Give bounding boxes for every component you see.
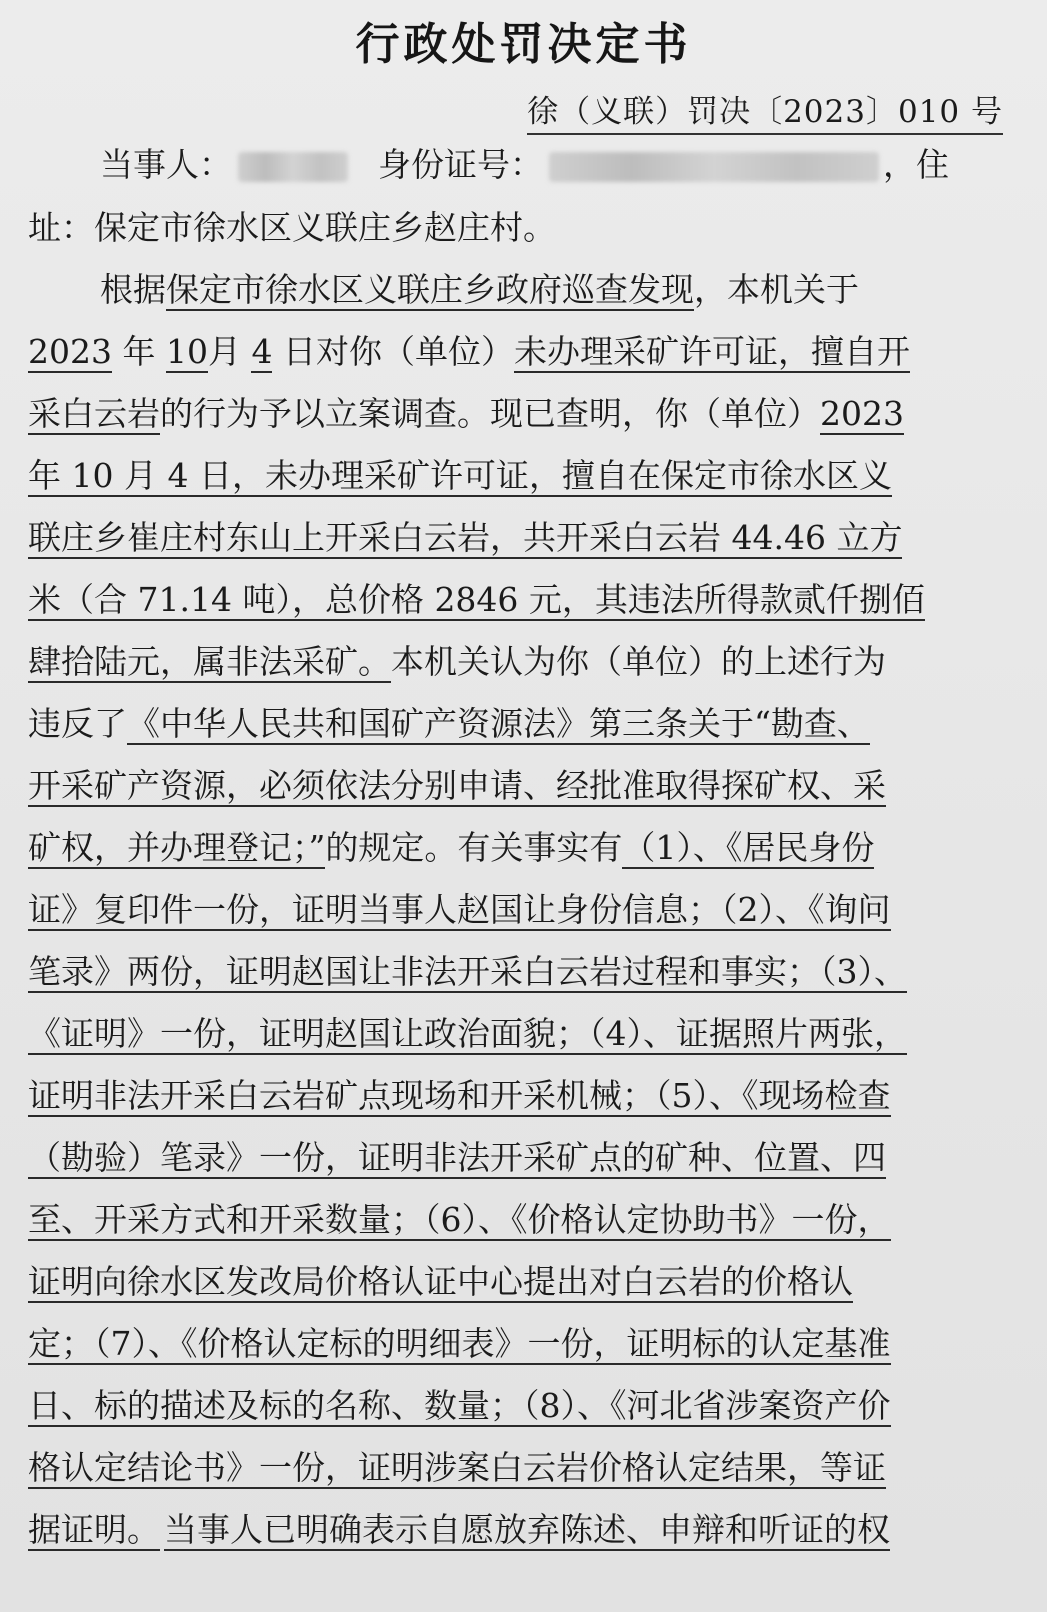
document-title: 行政处罚决定书 <box>355 19 692 70</box>
document-number: 徐（义联）罚决〔2023〕010 号 <box>527 86 1003 135</box>
party-label: 当事人： <box>100 145 232 184</box>
text-line: 根据保定市徐水区义联庄乡政府巡查发现，本机关于 <box>100 270 859 309</box>
text-line: 《证明》一份，证明赵国让政治面貌；（4）、证据照片两张， <box>28 1014 907 1053</box>
text-line: 证明非法开采白云岩矿点现场和开采机械；（5）、《现场检查 <box>28 1076 891 1115</box>
text-line: 至、开采方式和开采数量；（6）、《价格认定协助书》一份， <box>28 1200 891 1239</box>
redacted-name <box>238 152 348 182</box>
text-line: 违反了《中华人民共和国矿产资源法》第三条关于“勘查、 <box>28 704 870 743</box>
text-line: 矿权，并办理登记；”的规定。有关事实有（1）、《居民身份 <box>28 828 875 867</box>
text-line: 址：保定市徐水区义联庄乡赵庄村。 <box>28 208 556 247</box>
text-line: 肆拾陆元，属非法采矿。本机关认为你（单位）的上述行为 <box>28 642 886 681</box>
text-line: 格认定结论书》一份，证明涉案白云岩价格认定结果，等证 <box>28 1448 886 1487</box>
text-line: 据证明。 当事人已明确表示自愿放弃陈述、申辩和听证的权 <box>28 1510 890 1549</box>
text-line: 笔录》两份，证明赵国让非法开采白云岩过程和事实；（3）、 <box>28 952 907 991</box>
text-line: （勘验）笔录》一份，证明非法开采矿点的矿种、位置、四 <box>28 1138 886 1177</box>
text-line: 定；（7）、《价格认定标的明细表》一份，证明标的认定基准 <box>28 1324 891 1363</box>
id-label: 身份证号： <box>378 145 543 184</box>
text-line: 年 10 月 4 日，未办理采矿许可证，擅自在保定市徐水区义 <box>28 456 892 495</box>
text-line: 采白云岩的行为予以立案调查。现已查明，你（单位）2023 <box>28 394 904 433</box>
redacted-id-number <box>549 152 879 182</box>
text-line: 米（合 71.14 吨），总价格 2846 元，其违法所得款贰仟捌佰 <box>28 580 925 619</box>
text-line: 证》复印件一份，证明当事人赵国让身份信息；（2）、《询问 <box>28 890 891 929</box>
text-line: 开采矿产资源，必须依法分别申请、经批准取得探矿权、采 <box>28 766 886 805</box>
text-line: 证明向徐水区发改局价格认证中心提出对白云岩的价格认 <box>28 1262 853 1301</box>
text-line: 当事人： 身份证号： ，住 <box>100 145 949 184</box>
text-line: 联庄乡崔庄村东山上开采白云岩，共开采白云岩 44.46 立方 <box>28 518 903 557</box>
text-line: 日、标的描述及标的名称、数量；（8）、《河北省涉案资产价 <box>28 1386 891 1425</box>
text-line: 2023 年 10月 4 日对你（单位）未办理采矿许可证，擅自开 <box>28 332 910 371</box>
